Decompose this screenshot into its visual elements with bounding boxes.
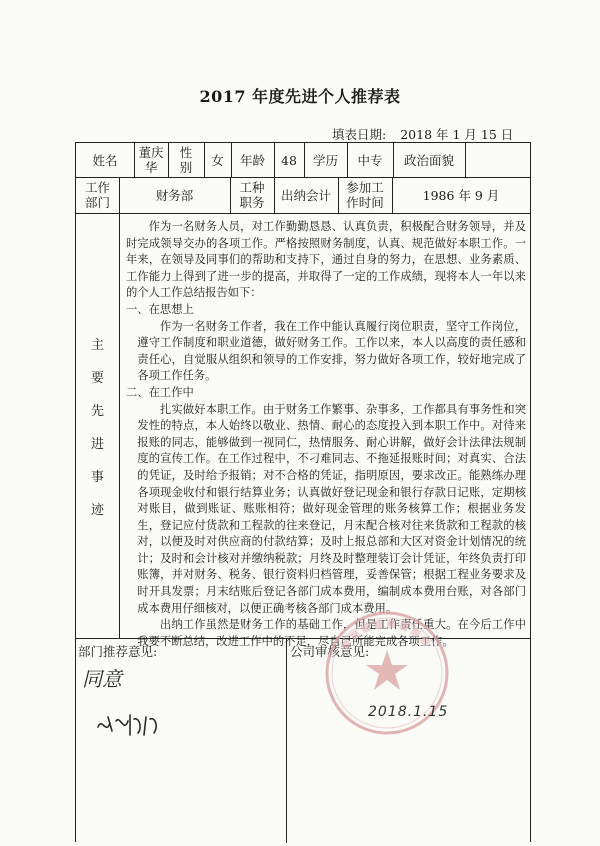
deeds-paragraph-1: 作为一名财务工作者，我在工作中能认真履行岗位职责，坚守工作岗位，遵守工作制度和职业道德，做好财务工作。工作以来，本人以高度的责任感和责任心，自觉服从组织和领导的工作安排，努力做好各项工作，较好地完成了各项工作任务。: [137, 319, 526, 383]
deeds-intro: 作为一名财务人员，对工作勤勤恳恳、认真负责，积极配合财务领导，并及时完成领导交办的各项工作。严格按照财务制度，认真、规范做好本职工作。一年来，在领导及同事们的帮助和支持下，通过自身的努力，在思想、业务素质、工作能力上得到了进一步的提高，并取得了一定的工作成绩，现将本人一年以来的个人工作总结报告如下：: [126, 220, 526, 300]
politics-label: 政治面貌: [403, 152, 454, 168]
name-label: 姓名: [92, 152, 118, 168]
age-value: 48: [281, 152, 297, 168]
form-title: 2017 年度先进个人推荐表: [199, 87, 401, 106]
fill-date: [332, 125, 513, 143]
side-char: 先: [90, 403, 104, 419]
department-value: 财务部: [155, 187, 194, 203]
recommendation-table: [75, 142, 531, 842]
side-char: 进: [90, 436, 104, 452]
politics-value: [465, 143, 530, 177]
department-label: 工作部门: [84, 180, 110, 210]
side-char: 事: [90, 469, 104, 485]
job-label: 工种职务: [239, 180, 265, 210]
deeds-heading-2: 二、在工作中: [126, 385, 194, 399]
job-value: 出纳会计: [280, 187, 331, 203]
side-char: 迹: [90, 502, 104, 518]
deeds-paragraph-2: 扎实做好本职工作。由于财务工作繁事、杂事多，工作都具有事务性和突发性的特点，本人始终以敬业、热情、耐心的态度投入到本职工作中。对待来报账的同志，能够做到一视同仁，热情服务、耐心讲解，做好会计法律法规制度的宣传工作。在工作过程中，不刁难同志、不拖延报账时间；对真实、合法的凭证，及时给予报销；对不合格的凭证，指明原因，要求改正。能熟练办理各项现金收付和银行结算业务；认真做好登记现金和银行存款日记账，定期核对账目，做到账证、账账相符；做好现金管理的账务核算工作；根据业务发生，登记应付货款和工程款的往来登记，月末配合核对往来货款和工程款的核对，以便及时对供应商的付款结算；及时上报总部和大区对资金计划情况的统计；及时和会计核对并缴纳税款；月终及时整理装订会计凭证，年终负责打印账簿，并对财务、税务、银行资料归档管理，妥善保管；根据工程业务要求及时开具发票；月末结账后登记各部门成本费用，编制成本费用台账，对各部门成本费用仔细核对，以便正确考核各部门成本费用。: [137, 402, 526, 615]
col-divider: [119, 213, 120, 638]
deeds-paragraph-3: 出纳工作虽然是财务工作的基础工作，但是工作责任重大。在今后工作中我要不断总结，改进工作中的不足，尽自己所能完成各项工作。: [137, 618, 526, 648]
dept-opinion-label: 部门推荐意见:: [78, 644, 158, 659]
handwritten-signature-icon: [94, 709, 164, 739]
col-divider: [286, 638, 287, 843]
fill-date-value: 2018 年 1 月 15 日: [400, 127, 514, 142]
fill-date-label: 填表日期:: [332, 127, 387, 142]
age-label: 年龄: [239, 152, 265, 168]
start-work-value: 1986 年 9 月: [422, 187, 500, 203]
side-char: 要: [90, 370, 104, 386]
row-divider: [76, 213, 530, 214]
dept-opinion-handwriting: 同意: [82, 667, 122, 691]
deeds-text: [126, 219, 526, 650]
gender-value: 女: [211, 152, 224, 168]
stamp-date: 2018.1.15: [368, 704, 449, 720]
side-char: 主: [90, 337, 104, 353]
gender-label: 性别: [179, 145, 193, 175]
company-opinion-label: 公司审核意见:: [290, 644, 370, 659]
deeds-heading-1: 一、在思想上: [126, 302, 194, 316]
deeds-side-label: [76, 215, 119, 636]
education-label: 学历: [312, 152, 338, 168]
name-value: 董庆华: [138, 145, 164, 175]
education-value: 中专: [357, 152, 383, 168]
start-work-label: 参加工作时间: [346, 180, 384, 210]
